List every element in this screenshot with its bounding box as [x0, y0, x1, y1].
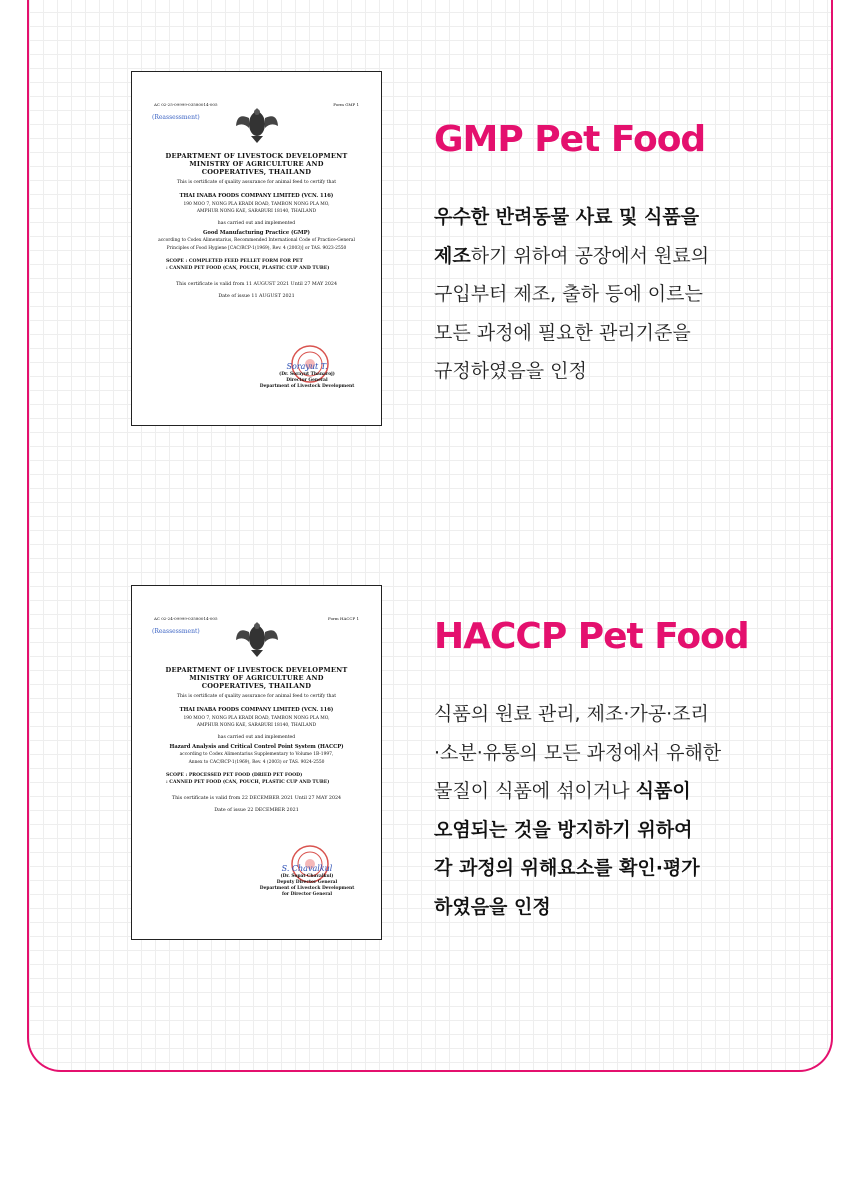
garuda-emblem-icon: [235, 612, 279, 658]
cert-dept-line: COOPERATIVES, THAILAND: [201, 168, 312, 177]
cert-scope-line: SCOPE : PROCESSED PET FOOD (DRIED PET FOOD): [166, 773, 303, 779]
cert-according-line: Principles of Food Hygiene [CAC/RCP-1(1969), Rev. 4 (2003)] or TAS. 9023-2550: [166, 245, 347, 251]
cert-issue-date: Date of issue 22 DECEMBER 2021: [214, 807, 299, 813]
description-text: 물질이 식품에 섞이거나: [434, 780, 636, 802]
cert-scope-line: : CANNED PET FOOD (CAN, POUCH, PLASTIC CUP AND TUBE): [166, 265, 330, 271]
cert-carried-text: has carried out and implemented: [217, 220, 296, 226]
haccp-heading: HACCP Pet Food: [434, 616, 749, 657]
cert-according-line: according to Codex Alimentarius Supplementary to Volume 1B-1997,: [179, 752, 334, 758]
cert-reassessment-stamp: (Reassessment): [152, 628, 200, 635]
cert-company-name: THAI INABA FOODS COMPANY LIMITED (VCN. 116): [179, 193, 334, 200]
cert-certify-text: This is certificate of quality assurance for animal feed to certify that: [176, 693, 337, 699]
cert-signature-block: [252, 362, 362, 390]
description-text: 규정하였음을 인정: [434, 360, 587, 382]
description-line: [434, 352, 709, 391]
description-line: [434, 275, 709, 314]
cert-dept-line: COOPERATIVES, THAILAND: [201, 682, 312, 691]
description-text: ·소분·유통의 모든 과정에서 유해한: [434, 741, 722, 764]
cert-scope-line: : CANNED PET FOOD (CAN, POUCH, PLASTIC CUP AND TUBE): [166, 779, 330, 785]
description-line: [434, 772, 721, 811]
cert-carried-text: has carried out and implemented: [217, 734, 296, 740]
cert-dept-line: DEPARTMENT OF LIVESTOCK DEVELOPMENT: [165, 666, 348, 674]
description-line: [434, 811, 721, 850]
description-line: [434, 237, 709, 276]
signer-line: Department of Livestock Development: [259, 885, 355, 891]
cert-address-line: 190 MOO 7, NONG PLA KRADI ROAD, TAMBON NONG PLA MO,: [183, 201, 330, 207]
cert-according-line: Annex to CAC/RCP-1(1969), Rev. 4 (2003) or TAS. 9024-2550: [188, 759, 325, 765]
description-text-bold: 오염되는 것을 방지하기 위하여: [434, 818, 693, 841]
description-line: [434, 198, 709, 237]
signature: S. Chavalkul: [281, 864, 333, 873]
signature: Sorayut T.: [286, 362, 328, 371]
description-line: [434, 695, 721, 734]
cert-reassessment-stamp: (Reassessment): [152, 114, 200, 121]
description-text: 식품의 원료 관리, 제조·가공·조리: [434, 703, 709, 725]
cert-issue-date: Date of issue 11 AUGUST 2021: [218, 293, 295, 299]
cert-dept-line: DEPARTMENT OF LIVESTOCK DEVELOPMENT: [165, 152, 348, 160]
cert-address-line: AMPHUR NONG KAE, SARABURI 18140, THAILAND: [196, 723, 317, 729]
cert-standard-name: Hazard Analysis and Critical Control Point System (HACCP): [169, 743, 344, 750]
cert-ref-number: AC 02-24-09999-03580014-005: [154, 616, 218, 621]
cert-validity: This certificate is valid from 11 AUGUST 2021 Until 27 MAY 2024: [175, 281, 338, 287]
description-text-bold: 제조: [434, 244, 471, 267]
cert-according-line: according to Codex Alimentarius, Recommended International Code of Practice-General: [158, 238, 355, 244]
signer-line: for Director General: [281, 891, 333, 897]
cert-form-label: Form HACCP 1: [328, 616, 359, 621]
signer-line: Deputy Director General: [276, 880, 338, 886]
description-line: [434, 314, 709, 353]
cert-dept-line: MINISTRY OF AGRICULTURE AND: [189, 160, 324, 169]
description-text-bold: 우수한 반려동물 사료 및 식품을: [434, 206, 700, 228]
cert-address-line: 190 MOO 7, NONG PLA KRADI ROAD, TAMBON NONG PLA MO,: [183, 715, 330, 721]
description-text-bold: 하였음을 인정: [434, 895, 551, 918]
haccp-description: [434, 695, 721, 926]
gmp-description: [434, 198, 709, 391]
description-text: 모든 과정에 필요한 관리기준을: [434, 321, 691, 344]
signer-line: Department of Livestock Development: [259, 383, 355, 389]
cert-dept-line: MINISTRY OF AGRICULTURE AND: [189, 674, 324, 683]
cert-scope-line: SCOPE : COMPLETED FEED PELLET FORM FOR PET: [166, 259, 303, 265]
description-line: [434, 849, 721, 888]
garuda-emblem-icon: [235, 98, 279, 144]
signer-line: (Dr. Sopat Chavalkul): [280, 874, 334, 880]
description-text-bold: 각 과정의 위해요소를 확인·평가: [434, 857, 700, 879]
description-line: [434, 888, 721, 927]
gmp-certificate-image: [131, 71, 382, 426]
cert-form-label: Form GMP 1: [333, 102, 359, 107]
description-line: [434, 734, 721, 773]
cert-company-name: THAI INABA FOODS COMPANY LIMITED (VCN. 116): [179, 707, 334, 714]
cert-signature-block: [252, 864, 362, 897]
signer-line: (Dr. Sorayut Thanaroj): [279, 372, 335, 378]
haccp-certificate-image: [131, 585, 382, 940]
cert-certify-text: This is certificate of quality assurance for animal feed to certify that: [176, 179, 337, 185]
description-text: 구입부터 제조, 출하 등에 이르는: [434, 283, 703, 305]
cert-standard-name: Good Manufacturing Practice (GMP): [202, 229, 311, 236]
cert-address-line: AMPHUR NONG KAE, SARABURI 18140, THAILAND: [196, 209, 317, 215]
description-text: 하기 위하여 공장에서 원료의: [470, 244, 710, 267]
signer-line: Director General: [286, 378, 328, 384]
cert-validity: This certificate is valid from 22 DECEMBER 2021 Until 27 MAY 2024: [171, 795, 342, 801]
cert-ref-number: AC 02-25-09999-03580014-005: [154, 102, 218, 107]
description-text-bold: 식품이: [635, 780, 691, 802]
gmp-heading: GMP Pet Food: [434, 119, 706, 160]
